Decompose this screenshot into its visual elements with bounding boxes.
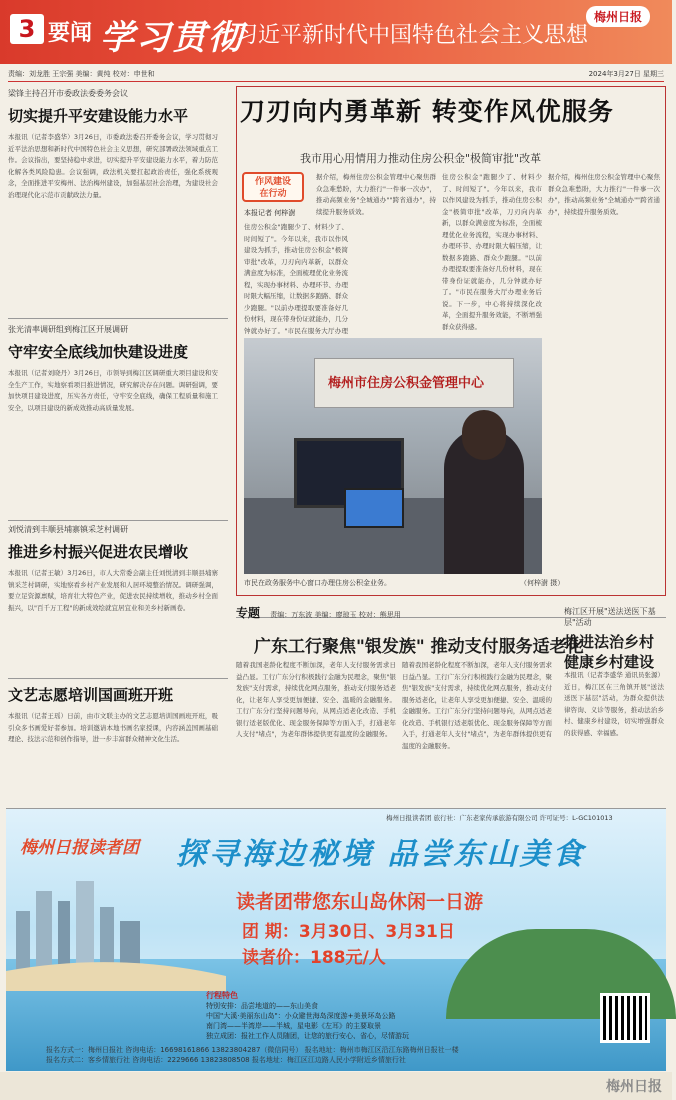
divider <box>8 318 228 319</box>
article-title: 推进乡村振兴促进农民增收 <box>8 543 189 561</box>
ad-feature-item: 特别安排：品尝地道的——东山美食 <box>206 1002 318 1010</box>
special-title: 广东工行聚焦"银发族" 推动支付服务适老化 <box>254 637 584 657</box>
ad-contact-line-1: 报名方式一：梅州日报社 咨询电话：16698161866 13823804287（微信同号） 报名地址：梅州市梅江区沿江东路梅州日报社一楼 <box>46 1046 459 1054</box>
newspaper-brand: 梅州日报 <box>586 6 650 27</box>
ad-city-illustration <box>6 871 226 991</box>
article-title: 文艺志愿培训国画班开班 <box>8 686 174 704</box>
article-left-3[interactable] <box>8 524 218 674</box>
photo-caption: 市民在政务服务中心窗口办理住房公积金业务。 <box>244 579 391 587</box>
photo-terminal <box>344 488 404 528</box>
ad-feature-item: 中国"大溪·美丽东山岛"：小众避世海岛深度游+美景环岛公路 <box>206 1012 396 1020</box>
right-title: 推进法治乡村健康乡村建设 <box>564 633 655 671</box>
article-left-2[interactable] <box>8 324 218 516</box>
special-body: 随着我国老龄化程度不断加深，老年人支付服务需求日益凸显。工行广东分行积极践行金融为民理念，聚焦"银发族"支付需求，持续优化网点服务，推动支付服务适老化，让老年人享受更加便捷、安全、温暖的金融服务。工行广东分行坚持问题导向，从网点适老化改造、手机银行适老版优化、现金服务保障等方面入手，打通老年人支付"堵点"，为老年群体提供更有温度的金融服务。 <box>236 661 396 738</box>
right-kicker: 梅江区开展"送法送医下基层"活动 <box>564 607 656 627</box>
watermark: 梅州日报 <box>606 1079 662 1095</box>
divider <box>8 678 228 679</box>
ad-contact-line-2: 报名方式二：客乡情旅行社 咨询电话：2229666 13823808508 报名地址：梅江区江边路人民小学附近乡情旅行社 <box>46 1056 406 1064</box>
slogan-text: 习近平新时代中国特色社会主义思想 <box>236 23 589 48</box>
article-body: 本报讯（记者刘晓丹）3月26日，市领导到梅江区调研重大项目建设和安全生产工作，实地察看项目推进情况，研究解决存在问题。调研强调，要加快项目建设进度，压实各方责任，守牢安全底线，确保工程质量和施工安全，以项目建设的新成效推动高质量发展。 <box>8 369 218 412</box>
feature-title: 刀刃向内勇革新 转变作风优服务 <box>240 97 614 126</box>
photo-person-head <box>462 410 506 460</box>
special-tag: 专题 <box>236 606 261 620</box>
slogan-calligraphy: 学习贯彻 <box>100 18 244 58</box>
ad-subtitle: 读者团带您东山岛休闲一日游 <box>236 891 484 913</box>
right-article[interactable] <box>564 606 664 672</box>
ad-features-title: 行程特色 <box>206 991 238 1000</box>
campaign-stamp <box>242 172 304 202</box>
feature-body-col4: 据介绍，梅州住房公积金管理中心聚焦群众急难愁盼，大力推行"一件事一次办"，推动高频业务"全城通办""跨省通办"，持续提升服务质效。 <box>548 173 660 216</box>
article-kicker: 梁锋主持召开市委政法委委务会议 <box>8 89 128 98</box>
special-body-col2: 随着我国老龄化程度不断加深，老年人支付服务需求日益凸显。工行广东分行积极践行金融为民理念，聚焦"银发族"支付需求，持续优化网点服务，推动支付服务适老化，让老年人享受更加便捷、安全、温暖的金融服务。工行广东分行坚持问题导向，从网点适老化改造、手机银行适老版优化、现金服务保障等方面入手，打通老年人支付"堵点"，为老年群体提供更有温度的金融服务。 <box>402 661 552 750</box>
article-kicker: 张光清率调研组到梅江区开展调研 <box>8 325 128 334</box>
article-left-4[interactable] <box>8 684 218 802</box>
info-bar <box>8 66 664 82</box>
feature-body-col2: 据介绍，梅州住房公积金管理中心聚焦群众急难愁盼，大力推行"一件事一次办"，推动高频业务"全城通办""跨省通办"，持续提升服务质效。 <box>316 173 436 216</box>
article-body: 本报讯（记者王敏）3月26日，市人大常委会副主任刘悦清到丰顺县埔寨镇采芝村调研，实地察看乡村产业发展和人居环境整治情况。调研强调，要立足资源禀赋，培育壮大特色产业，促进农民持续增收，推动乡村全面振兴，以"百千万工程"的新成效绘就宜居宜业和美乡村新画卷。 <box>8 569 218 612</box>
section-label: 要闻 <box>48 20 93 46</box>
photo-credit: （何梓澍 摄） <box>520 579 565 587</box>
issue-date: 2024年3月27日 星期三 <box>588 70 664 78</box>
stamp-line-2: 在行动 <box>259 189 287 199</box>
divider <box>8 520 228 521</box>
article-kicker: 刘悦清到丰顺县埔寨镇采芝村调研 <box>8 525 128 534</box>
article-body: 本报讯（记者王瑶）日前，由市文联主办的文艺志愿培训国画班开班，吸引众多书画爱好者参加。培训邀请本地书画名家授课，内容涵盖国画基础理论、技法示范和创作指导，进一步丰富群众精神文化生活。 <box>8 712 218 743</box>
ad-contact <box>46 1045 666 1065</box>
feature-body: 住房公积金"跑腿少了、材料少了、时间短了"。今年以来，我市以作风建设为抓手，推动住房公积金"极简审批"改革，刀刃向内革新，以群众满意度为标准，全面梳理优化业务流程，实现办事材料、办理环节、办理时限大幅压缩，让数据多跑路、群众少跑腿。"以前办理提取要准备好几份材料，现在带身份证就能办，几分钟就办好了。"市民在服务大厅办理 <box>244 223 348 335</box>
stamp-line-1: 作风建设 <box>254 177 291 187</box>
ad-feature-item: 独立成团：报社工作人员随团，让您的旅行安心、省心，尽情游玩 <box>206 1032 409 1040</box>
feature-body-col3: 住房公积金"跑腿少了、材料少了、时间短了"。今年以来，我市以作风建设为抓手，推动住房公积金"极简审批"改革，刀刃向内革新，以群众满意度为标准，全面梳理优化业务流程，实现办事材料、办理环节、办理时限大幅压缩，让数据多跑路、群众少跑腿。"以前办理提取要准备好几份材料，现在带身份证就能办，几分钟就办好了。"市民在服务大厅办理业务后说。下一步，中心将持续深化改革，全面提升服务效能，不断增强群众获得感。 <box>442 173 542 331</box>
article-title: 切实提升平安建设能力水平 <box>8 107 189 125</box>
feature-photo[interactable] <box>244 338 542 574</box>
ad-title: 探寻海边秘境 品尝东山美食 <box>176 837 586 872</box>
article-left-1[interactable] <box>8 88 218 312</box>
editors-line: 责编：刘龙胜 王宗强 美编：黄纯 校对：申世和 <box>8 70 155 78</box>
ad-dates: 团 期：3月30日、3月31日 <box>242 922 455 942</box>
page-footer <box>0 1072 672 1100</box>
ad-feature-item: 南门湾——半湾岸——半城，星电影《左耳》的主要取景 <box>206 1022 381 1030</box>
ad-logo: 梅州日报读者团 <box>20 838 139 858</box>
feature-subtitle: 我市用心用情用力推动住房公积金"极简审批"改革 <box>300 152 542 165</box>
reader-tour-ad[interactable] <box>6 808 666 1070</box>
article-title: 守牢安全底线加快建设进度 <box>8 343 189 361</box>
special-editors: 责编：万东波 美编：廖琼玉 校对：熊思用 <box>270 611 401 619</box>
masthead <box>0 0 672 64</box>
article-body: 本报讯（记者李盛华）3月26日，市委政法委召开委务会议，学习贯彻习近平法治思想和新时代中国特色社会主义思想，研究部署政法领域重点工作。会议指出，要坚持稳中求进，切实提升平安建设能力水平，着力防范化解各类风险隐患。会议强调，政法机关要扛起政治责任，强化系统观念，全面推进平安梅州、法治梅州建设，加强基层社会治理，为建设社会治理现代化示范市贡献政法力量。 <box>8 133 218 199</box>
feature-byline: 本报记者 何梓澍 <box>244 209 296 217</box>
page-number: 3 <box>10 14 44 44</box>
ad-note: 梅州日报读者团 旅行社：广东老家传承旅游有限公司 许可证号：L-GC101013 <box>386 814 613 822</box>
ad-features <box>206 991 566 1041</box>
right-body: 本报讯（记者李盛华 通讯员张源）近日，梅江区在三角镇开展"送法送医下基层"活动，为群众提供法律咨询、义诊等服务，推动法治乡村、健康乡村建设，切实增强群众的获得感、幸福感。 <box>564 671 664 737</box>
ad-price: 读者价：188元/人 <box>242 948 386 968</box>
photo-sign-text: 梅州市住房公积金管理中心 <box>328 376 485 391</box>
qr-code[interactable] <box>600 993 650 1043</box>
